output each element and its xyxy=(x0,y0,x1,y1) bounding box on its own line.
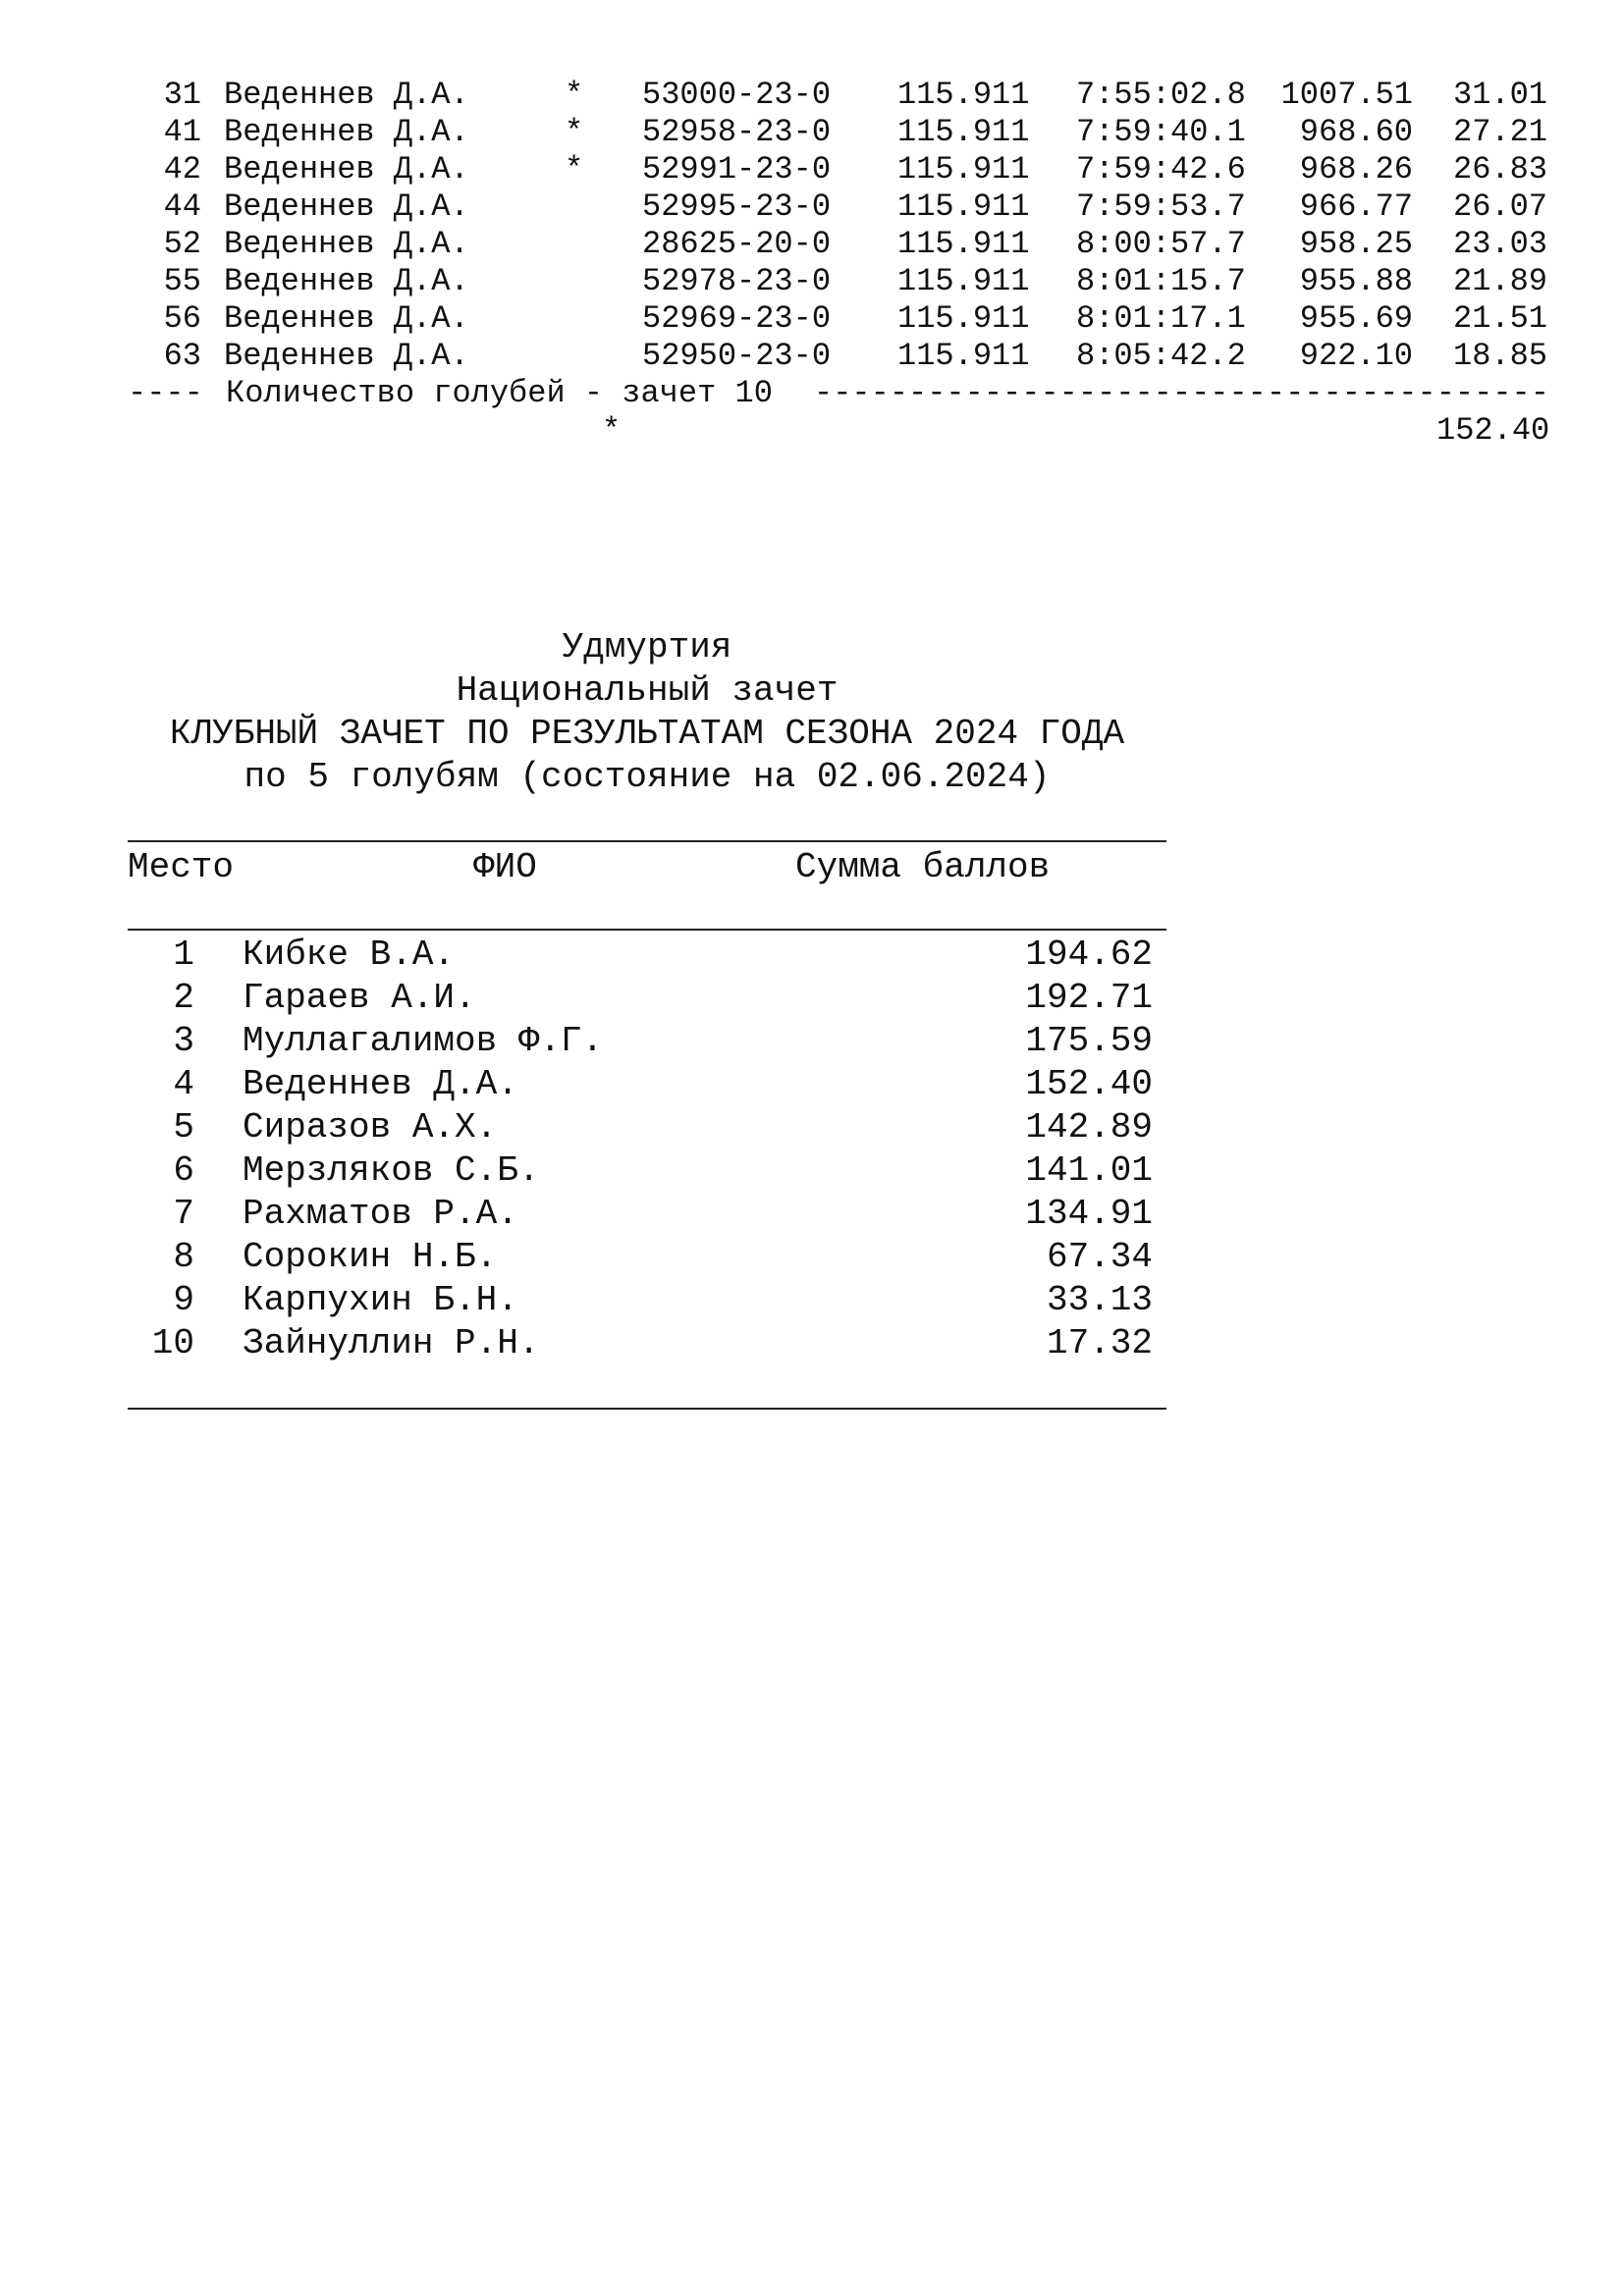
place-number: 44 xyxy=(163,188,201,225)
dash-separator: ---- xyxy=(128,375,203,411)
ring-number: 53000-23-0 xyxy=(642,77,832,113)
standings-row xyxy=(128,1149,1166,1193)
place-number: 31 xyxy=(163,77,201,113)
fancier-name: Мерзляков С.Б. xyxy=(243,1150,540,1191)
arrival-time: 8:01:15.7 xyxy=(1076,263,1246,299)
table-top-rule xyxy=(128,840,1166,842)
speed-value: 922.10 xyxy=(1299,338,1413,374)
points-value: 21.89 xyxy=(1452,263,1547,299)
score-total: 192.71 xyxy=(1025,978,1153,1018)
rank-number: 2 xyxy=(173,978,194,1018)
header-score: Сумма баллов xyxy=(795,847,1051,887)
owner-name: Веденнев Д.А. xyxy=(224,226,469,262)
rank-number: 10 xyxy=(151,1323,194,1363)
score-total: 152.40 xyxy=(1025,1064,1153,1104)
score-total: 175.59 xyxy=(1025,1021,1153,1061)
counted-star-icon: * xyxy=(565,114,584,150)
speed-value: 955.69 xyxy=(1299,300,1413,337)
standings-row xyxy=(128,1322,1166,1365)
page-title: КЛУБНЫЙ ЗАЧЕТ ПО РЕЗУЛЬТАТАМ СЕЗОНА 2024 ГОДА xyxy=(169,714,1125,754)
owner-name: Веденнев Д.А. xyxy=(224,151,469,187)
ring-number: 52969-23-0 xyxy=(642,300,832,337)
distance-value: 115.911 xyxy=(897,263,1030,299)
rank-number: 4 xyxy=(173,1064,194,1104)
arrival-time: 8:05:42.2 xyxy=(1076,338,1246,374)
score-total: 67.34 xyxy=(1046,1237,1153,1277)
score-total: 134.91 xyxy=(1025,1194,1153,1234)
distance-value: 115.911 xyxy=(897,226,1030,262)
table-bottom-rule xyxy=(128,1408,1166,1410)
dash-separator: --------------------------------------- xyxy=(814,375,1549,411)
owner-name: Веденнев Д.А. xyxy=(224,77,469,113)
speed-value: 1007.51 xyxy=(1280,77,1413,113)
standings-condition: по 5 голубям (состояние на 02.06.2024) xyxy=(244,757,1051,797)
standings-row xyxy=(128,1063,1166,1106)
place-number: 63 xyxy=(163,338,201,374)
distance-value: 115.911 xyxy=(897,77,1030,113)
fancier-name: Рахматов Р.А. xyxy=(243,1194,518,1234)
arrival-time: 8:01:17.1 xyxy=(1076,300,1246,337)
fancier-name: Карпухин Б.Н. xyxy=(243,1280,518,1320)
total-star-icon: * xyxy=(602,412,622,449)
score-total: 17.32 xyxy=(1046,1323,1153,1363)
fancier-name: Зайнуллин Р.Н. xyxy=(243,1323,540,1363)
speed-value: 968.26 xyxy=(1299,151,1413,187)
owner-name: Веденнев Д.А. xyxy=(224,300,469,337)
arrival-time: 7:59:40.1 xyxy=(1076,114,1246,150)
place-number: 52 xyxy=(163,226,201,262)
rank-number: 7 xyxy=(173,1194,194,1234)
ring-number: 52950-23-0 xyxy=(642,338,832,374)
rank-number: 9 xyxy=(173,1280,194,1320)
fancier-name: Сиразов А.Х. xyxy=(243,1107,498,1148)
distance-value: 115.911 xyxy=(897,338,1030,374)
standings-row xyxy=(128,1106,1166,1149)
standings-row xyxy=(128,1279,1166,1322)
place-number: 56 xyxy=(163,300,201,337)
ring-number: 52995-23-0 xyxy=(642,188,832,225)
rank-number: 3 xyxy=(173,1021,194,1061)
standings-row xyxy=(128,1236,1166,1279)
fancier-name: Муллагалимов Ф.Г. xyxy=(243,1021,604,1061)
ring-number: 52991-23-0 xyxy=(642,151,832,187)
region-title: Удмуртия xyxy=(562,627,732,667)
arrival-time: 7:55:02.8 xyxy=(1076,77,1246,113)
counted-star-icon: * xyxy=(565,151,584,187)
arrival-time: 8:00:57.7 xyxy=(1076,226,1246,262)
summary-label: Количество голубей - зачет 10 xyxy=(226,375,773,411)
score-total: 141.01 xyxy=(1025,1150,1153,1191)
points-value: 23.03 xyxy=(1452,226,1547,262)
points-value: 21.51 xyxy=(1452,300,1547,337)
points-value: 27.21 xyxy=(1452,114,1547,150)
subtitle: Национальный зачет xyxy=(456,670,839,711)
distance-value: 115.911 xyxy=(897,188,1030,225)
points-value: 31.01 xyxy=(1452,77,1547,113)
fancier-name: Веденнев Д.А. xyxy=(243,1064,518,1104)
owner-name: Веденнев Д.А. xyxy=(224,263,469,299)
place-number: 41 xyxy=(163,114,201,150)
ring-number: 52978-23-0 xyxy=(642,263,832,299)
fancier-name: Гараев А.И. xyxy=(243,978,476,1018)
distance-value: 115.911 xyxy=(897,300,1030,337)
points-value: 26.07 xyxy=(1452,188,1547,225)
header-place: Место xyxy=(128,847,235,887)
points-value: 26.83 xyxy=(1452,151,1547,187)
total-points: 152.40 xyxy=(1436,412,1550,449)
score-total: 194.62 xyxy=(1025,934,1153,975)
standings-row xyxy=(128,1193,1166,1236)
fancier-name: Сорокин Н.Б. xyxy=(243,1237,498,1277)
speed-value: 966.77 xyxy=(1299,188,1413,225)
speed-value: 958.25 xyxy=(1299,226,1413,262)
standings-row xyxy=(128,934,1166,977)
standings-row xyxy=(128,1020,1166,1063)
arrival-time: 7:59:53.7 xyxy=(1076,188,1246,225)
place-number: 55 xyxy=(163,263,201,299)
place-number: 42 xyxy=(163,151,201,187)
fancier-name: Кибке В.А. xyxy=(243,934,456,975)
standings-header xyxy=(128,846,1166,889)
distance-value: 115.911 xyxy=(897,151,1030,187)
owner-name: Веденнев Д.А. xyxy=(224,188,469,225)
arrival-time: 7:59:42.6 xyxy=(1076,151,1246,187)
score-total: 33.13 xyxy=(1046,1280,1153,1320)
owner-name: Веденнев Д.А. xyxy=(224,338,469,374)
ring-number: 28625-20-0 xyxy=(642,226,832,262)
score-total: 142.89 xyxy=(1025,1107,1153,1148)
header-bottom-rule xyxy=(128,929,1166,931)
distance-value: 115.911 xyxy=(897,114,1030,150)
ring-number: 52958-23-0 xyxy=(642,114,832,150)
speed-value: 955.88 xyxy=(1299,263,1413,299)
owner-name: Веденнев Д.А. xyxy=(224,114,469,150)
points-value: 18.85 xyxy=(1452,338,1547,374)
rank-number: 1 xyxy=(173,934,194,975)
rank-number: 8 xyxy=(173,1237,194,1277)
counted-star-icon: * xyxy=(565,77,584,113)
standings-row xyxy=(128,977,1166,1020)
rank-number: 6 xyxy=(173,1150,194,1191)
speed-value: 968.60 xyxy=(1299,114,1413,150)
rank-number: 5 xyxy=(173,1107,194,1148)
header-name: ФИО xyxy=(473,847,537,887)
